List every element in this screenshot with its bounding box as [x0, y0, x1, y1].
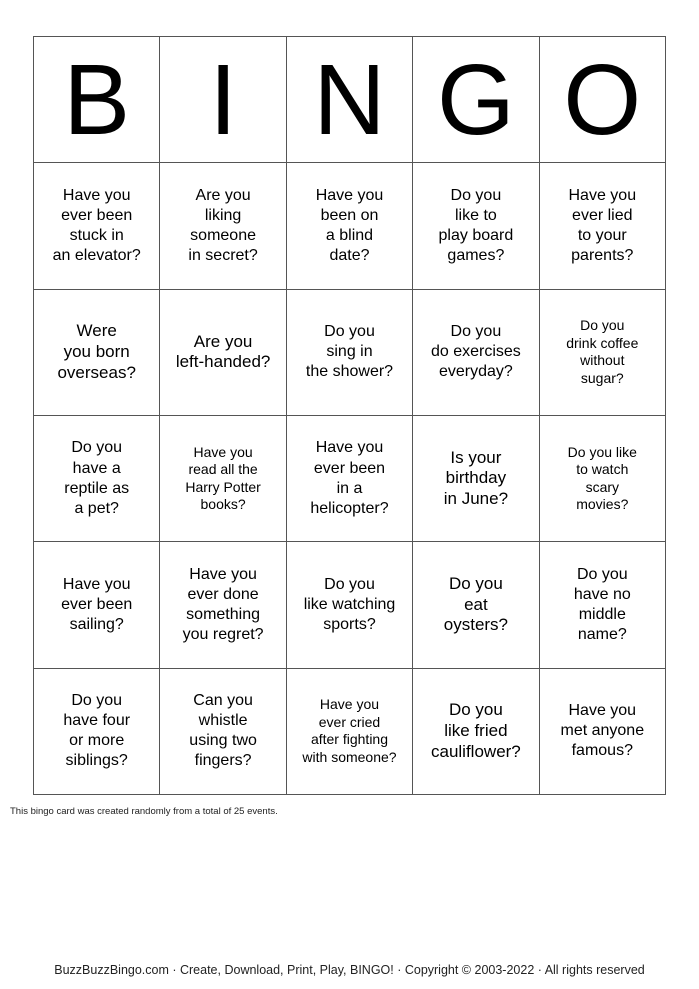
square-text: Have you ever been stuck in an elevator? [52, 186, 141, 265]
bingo-square[interactable] [413, 290, 539, 416]
square-text: Do you like to watch scary movies? [567, 443, 637, 513]
bingo-square[interactable] [287, 542, 413, 668]
square-text: Are you liking someone in secret? [188, 186, 258, 265]
bingo-square[interactable] [540, 542, 666, 668]
bingo-square[interactable] [160, 669, 286, 795]
bingo-square[interactable] [287, 163, 413, 289]
square-text: Have you met anyone famous? [560, 702, 645, 760]
bingo-square[interactable] [287, 290, 413, 416]
bingo-square[interactable] [34, 290, 160, 416]
bingo-square[interactable] [160, 163, 286, 289]
page-footer: BuzzBuzzBingo.com · Create, Download, Print, Play, BINGO! · Copyright © 2003-2022 · All rights reserved [54, 963, 645, 977]
square-text: Is your birthday in June? [443, 447, 509, 509]
bingo-square[interactable] [34, 163, 160, 289]
bingo-square[interactable] [413, 542, 539, 668]
square-text: Do you like watching sports? [303, 575, 396, 634]
square-text: Do you have four or more siblings? [63, 692, 131, 770]
bingo-square[interactable] [540, 163, 666, 289]
bingo-square[interactable] [540, 416, 666, 542]
generation-note: This bingo card was created randomly from a total of 25 events. [10, 806, 278, 817]
header-letter-o: O [540, 37, 666, 163]
square-text: Have you ever been in a helicopter? [310, 439, 389, 517]
square-text: Do you like to play board games? [438, 186, 514, 265]
square-text: Do you eat oysters? [443, 573, 509, 635]
header-letter-n: N [287, 37, 413, 163]
header-letter-i: I [160, 37, 286, 163]
square-text: Have you ever lied to your parents? [568, 186, 637, 265]
square-text: Do you sing in the shower? [305, 323, 394, 381]
header-letter-b: B [34, 37, 160, 163]
square-text: Do you have no middle name? [573, 565, 631, 644]
bingo-square[interactable] [413, 163, 539, 289]
bingo-square[interactable] [160, 542, 286, 668]
header-letter-g: G [413, 37, 539, 163]
square-text: Do you like fried cauliflower? [431, 700, 521, 761]
square-text: Have you ever done something you regret? [182, 565, 264, 644]
square-text: Have you read all the Harry Potter books? [185, 443, 261, 513]
square-text: Do you drink coffee without sugar? [566, 317, 639, 386]
square-text: Have you been on a blind date? [315, 186, 384, 265]
square-text: Have you ever been sailing? [61, 575, 133, 634]
bingo-square[interactable] [413, 416, 539, 542]
bingo-square[interactable] [540, 669, 666, 795]
square-text: Do you do exercises everyday? [430, 323, 521, 381]
bingo-square[interactable] [540, 290, 666, 416]
bingo-square[interactable] [34, 669, 160, 795]
square-text: Have you ever cried after fighting with someone? [302, 696, 397, 765]
square-text: Can you whistle using two fingers? [189, 692, 257, 770]
bingo-square[interactable] [287, 416, 413, 542]
square-text: Do you have a reptile as a pet? [64, 439, 130, 517]
bingo-square[interactable] [34, 416, 160, 542]
bingo-card [33, 36, 666, 795]
square-text: Are you left-handed? [175, 331, 271, 372]
bingo-square[interactable] [413, 669, 539, 795]
bingo-square[interactable] [34, 542, 160, 668]
bingo-square[interactable] [160, 290, 286, 416]
square-text: Were you born overseas? [57, 321, 136, 382]
bingo-square[interactable] [287, 669, 413, 795]
bingo-square[interactable] [160, 416, 286, 542]
